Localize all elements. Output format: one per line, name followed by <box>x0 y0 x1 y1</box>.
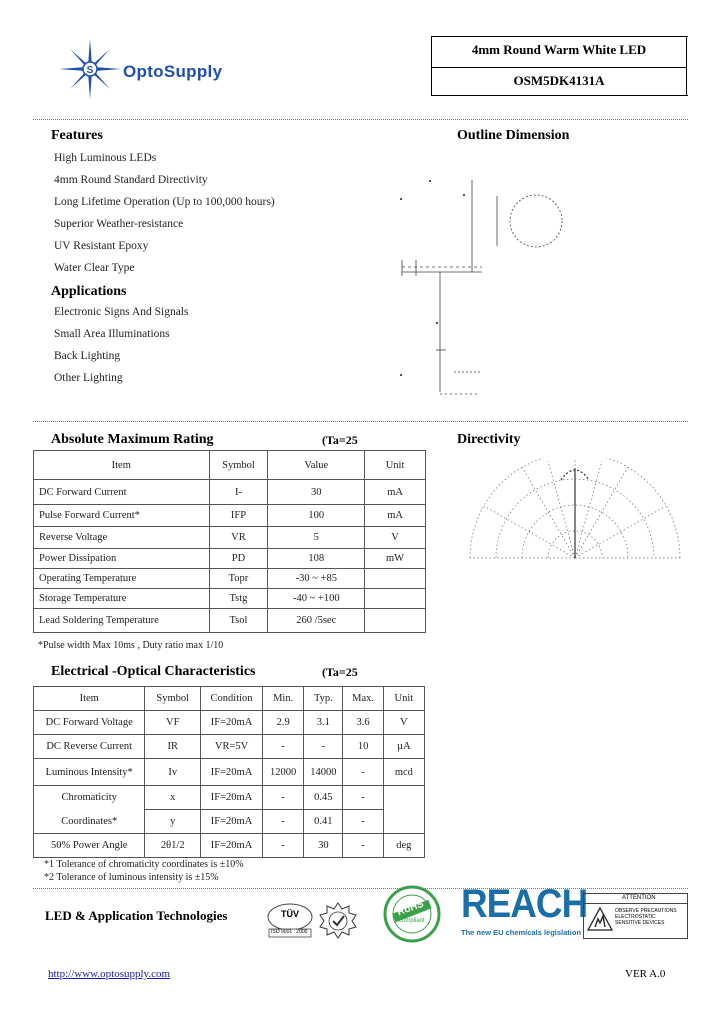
column-header: Item <box>34 451 210 480</box>
table-cell <box>365 569 426 589</box>
eo-note-2: *2 Tolerance of luminous intensity is ±15% <box>44 872 219 883</box>
table-cell: 30 <box>268 480 365 505</box>
rohs-seal-icon <box>377 885 447 943</box>
list-item: UV Resistant Epoxy <box>54 240 149 252</box>
table-cell: V <box>365 527 426 549</box>
table-row <box>34 505 426 527</box>
table-cell: IF=20mA <box>201 834 263 858</box>
table-row <box>34 549 426 569</box>
list-item: Long Lifetime Operation (Up to 100,000 hours) <box>54 196 275 208</box>
table-cell: 0.45 <box>304 786 343 810</box>
starburst-logo-icon <box>58 38 122 100</box>
table-cell: - <box>304 735 343 759</box>
attention-line: SENSITIVE DEVICES <box>615 920 665 926</box>
attention-line: OBSERVE PRECAUTIONS <box>615 908 677 914</box>
table-cell: -30 ~ +85 <box>268 569 365 589</box>
table-cell: 2.9 <box>263 711 304 735</box>
table-row <box>34 609 426 633</box>
certificate-stamp-icon <box>318 901 358 939</box>
table-cell: Tsol <box>209 609 268 633</box>
table-cell <box>365 589 426 609</box>
directivity-heading: Directivity <box>457 432 521 447</box>
table-cell: 108 <box>268 549 365 569</box>
abs-max-heading: Absolute Maximum Rating <box>51 432 214 447</box>
iso-label: ISO 9001 : 2000 <box>271 929 308 935</box>
table-cell: Iv <box>145 759 201 786</box>
eo-table <box>33 686 425 858</box>
section-separator <box>33 421 688 422</box>
abs-max-condition: (Ta=25 <box>322 433 358 447</box>
table-cell: Reverse Voltage <box>34 527 210 549</box>
column-header: Unit <box>365 451 426 480</box>
attention-line: ELECTROSTATIC <box>615 914 656 920</box>
website-link[interactable]: http://www.optosupply.com <box>48 968 171 980</box>
list-item: Small Area Illuminations <box>54 328 170 340</box>
column-header: Min. <box>263 687 304 711</box>
table-row <box>34 786 425 810</box>
table-cell: PD <box>209 549 268 569</box>
list-item: 4mm Round Standard Directivity <box>54 174 208 186</box>
table-cell: 260 /5sec <box>268 609 365 633</box>
features-heading: Features <box>51 128 103 143</box>
brand-logo <box>58 38 278 98</box>
column-header: Symbol <box>209 451 268 480</box>
svg-text:S: S <box>86 65 94 76</box>
table-cell: - <box>343 810 383 834</box>
abs-max-note: *Pulse width Max 10ms , Duty ratio max 1/10 <box>38 640 224 651</box>
eo-note-1: *1 Tolerance of chromaticity coordinates is ±10% <box>44 859 244 870</box>
table-cell: IF=20mA <box>201 786 263 810</box>
table-cell: DC Forward Current <box>34 480 210 505</box>
table-cell: Operating Temperature <box>34 569 210 589</box>
list-item: Back Lighting <box>54 350 121 362</box>
table-cell: deg <box>383 834 424 858</box>
company-line: LED & Application Technologies <box>45 908 228 923</box>
table-cell: V <box>383 711 424 735</box>
table-row <box>34 834 425 858</box>
table-cell: - <box>263 786 304 810</box>
table-cell: Power Dissipation <box>34 549 210 569</box>
table-cell: 3.6 <box>343 711 383 735</box>
applications-list <box>54 306 188 394</box>
table-cell <box>365 609 426 633</box>
table-cell: Chromaticity <box>34 786 145 810</box>
table-cell <box>383 786 424 810</box>
attention-text <box>615 908 677 926</box>
table-cell: 0.41 <box>304 810 343 834</box>
table-cell: mA <box>365 505 426 527</box>
list-item: Electronic Signs And Signals <box>54 306 189 318</box>
table-row <box>34 759 425 786</box>
reach-title: REACH <box>461 882 588 926</box>
table-cell: mA <box>365 480 426 505</box>
column-header: Unit <box>383 687 424 711</box>
table-cell: 100 <box>268 505 365 527</box>
list-item: High Luminous LEDs <box>54 152 157 164</box>
esd-warning-icon <box>587 906 613 932</box>
table-row <box>34 589 426 609</box>
column-header: Item <box>34 687 145 711</box>
brand-name: OptoSupply <box>123 62 223 81</box>
table-cell: Coordinates* <box>34 810 145 834</box>
column-header: Condition <box>201 687 263 711</box>
table-row <box>34 810 425 834</box>
table-cell: VR=5V <box>201 735 263 759</box>
applications-heading: Applications <box>51 284 127 299</box>
reach-subtitle: The new EU chemicals legislation <box>461 928 582 937</box>
tuv-label: TÜV <box>281 909 299 919</box>
table-row <box>34 527 426 549</box>
table-cell: µA <box>383 735 424 759</box>
column-header: Typ. <box>304 687 343 711</box>
table-cell: IR <box>145 735 201 759</box>
table-cell: - <box>263 735 304 759</box>
outline-heading: Outline Dimension <box>457 128 570 143</box>
table-cell: 14000 <box>304 759 343 786</box>
version-label: VER A.0 <box>625 968 666 980</box>
eo-heading: Electrical -Optical Characteristics <box>51 664 256 679</box>
part-number: OSM5DK4131A <box>513 73 605 88</box>
table-cell: Luminous Intensity* <box>34 759 145 786</box>
table-cell: Lead Soldering Temperature <box>34 609 210 633</box>
table-cell: - <box>343 759 383 786</box>
table-header-row <box>34 687 425 711</box>
directivity-diagram <box>466 458 684 568</box>
tuv-certification <box>265 902 315 938</box>
table-cell: Tstg <box>209 589 268 609</box>
rohs-sub-label: compliant <box>399 918 425 924</box>
abs-max-table <box>33 450 426 633</box>
table-cell: Topr <box>209 569 268 589</box>
table-row <box>34 735 425 759</box>
table-cell: IF=20mA <box>201 810 263 834</box>
table-cell: x <box>145 786 201 810</box>
header-divider <box>431 67 687 68</box>
table-cell: - <box>263 810 304 834</box>
attention-title: ATTENTION <box>622 895 656 901</box>
header-separator <box>33 119 688 120</box>
table-cell: Storage Temperature <box>34 589 210 609</box>
table-cell: Pulse Forward Current* <box>34 505 210 527</box>
table-cell: - <box>263 834 304 858</box>
table-cell: I- <box>209 480 268 505</box>
outline-drawing <box>396 172 576 402</box>
reach-badge <box>460 882 588 940</box>
table-row <box>34 711 425 735</box>
footer-separator <box>33 888 688 889</box>
table-cell: IF=20mA <box>201 759 263 786</box>
table-row <box>34 480 426 505</box>
table-cell: DC Reverse Current <box>34 735 145 759</box>
eo-condition: (Ta=25 <box>322 665 358 679</box>
table-cell <box>383 810 424 834</box>
table-cell: - <box>343 834 383 858</box>
column-header: Value <box>268 451 365 480</box>
table-cell: - <box>343 786 383 810</box>
table-cell: IFP <box>209 505 268 527</box>
column-header: Max. <box>343 687 383 711</box>
features-list <box>54 152 275 284</box>
table-row <box>34 569 426 589</box>
table-cell: y <box>145 810 201 834</box>
table-cell: 2θ1/2 <box>145 834 201 858</box>
column-header: Symbol <box>145 687 201 711</box>
table-cell: 5 <box>268 527 365 549</box>
rohs-label: RoHS <box>395 898 426 919</box>
esd-attention-box <box>583 893 688 939</box>
list-item: Superior Weather-resistance <box>54 218 184 230</box>
product-title: 4mm Round Warm White LED <box>471 42 647 57</box>
table-cell: 10 <box>343 735 383 759</box>
table-cell: mcd <box>383 759 424 786</box>
table-cell: VR <box>209 527 268 549</box>
table-cell: 50% Power Angle <box>34 834 145 858</box>
table-cell: 12000 <box>263 759 304 786</box>
table-cell: 3.1 <box>304 711 343 735</box>
list-item: Other Lighting <box>54 372 123 384</box>
table-cell: mW <box>365 549 426 569</box>
table-cell: 30 <box>304 834 343 858</box>
table-header-row <box>34 451 426 480</box>
table-cell: -40 ~ +100 <box>268 589 365 609</box>
table-cell: DC Forward Voltage <box>34 711 145 735</box>
table-cell: IF=20mA <box>201 711 263 735</box>
list-item: Water Clear Type <box>54 262 135 274</box>
rohs-badge <box>377 885 447 943</box>
table-cell: VF <box>145 711 201 735</box>
